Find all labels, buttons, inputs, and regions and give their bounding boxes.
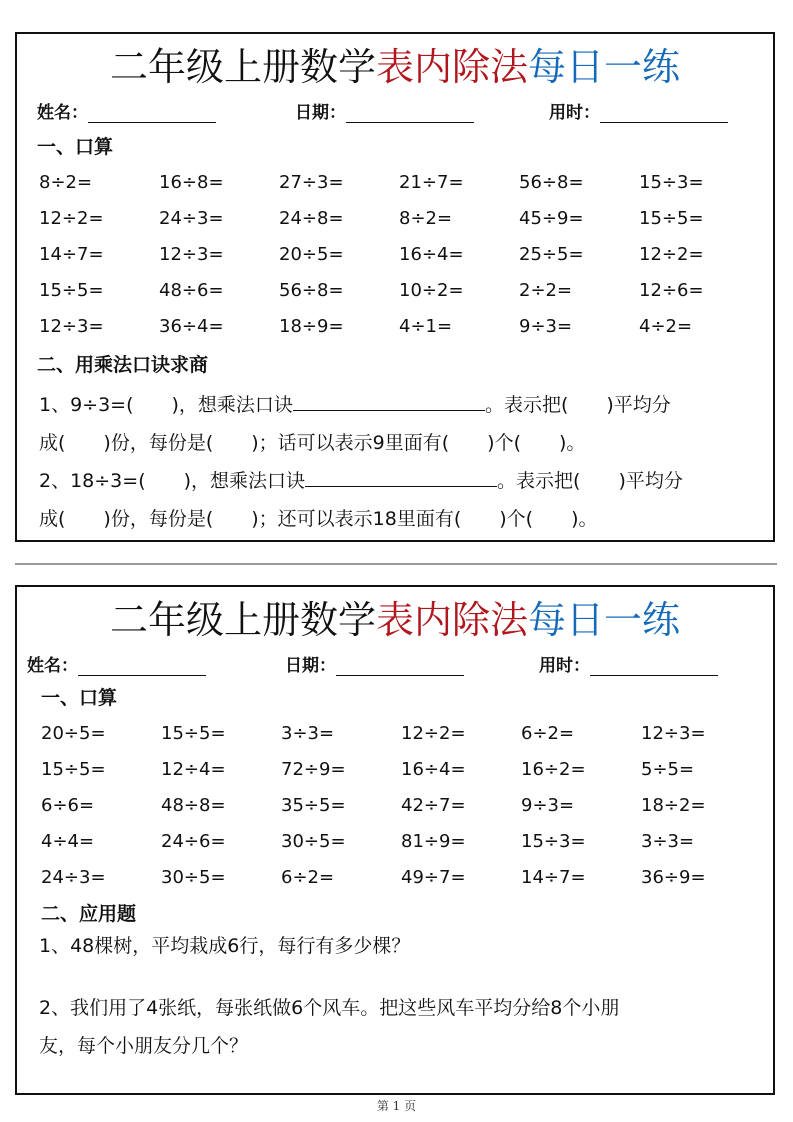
name-field[interactable] [27,651,206,676]
title-part-grade: 二年级上册数学 [109,45,376,89]
division-problem[interactable]: 12÷3= [159,244,224,265]
problem-row [39,208,773,244]
division-problem[interactable]: 36÷4= [159,316,224,337]
question-1 [39,386,759,462]
division-problem[interactable]: 12÷2= [39,208,104,229]
division-problem[interactable]: 18÷9= [279,316,344,337]
division-problem[interactable]: 15÷5= [639,208,704,229]
division-problem[interactable]: 15÷5= [39,280,104,301]
section-1-title: 一、口算 [41,687,118,709]
division-problem[interactable]: 6÷2= [521,723,575,744]
problem-row [41,723,773,759]
title-part-topic: 表内除法 [375,598,528,642]
question-1-line-2: 成( )份，每份是( )；话可以表示9里面有( )个( )。 [39,432,586,454]
problem-row [41,831,773,867]
word-problem-2-line-2: 友，每个小朋友分几个？ [39,1035,249,1057]
division-problem[interactable]: 4÷1= [399,316,453,337]
time-blank[interactable] [600,102,728,123]
date-label: 日期： [295,103,346,123]
question-2-line-1 [39,462,759,500]
worksheet-2 [15,585,775,1095]
division-problem[interactable]: 9÷3= [519,316,573,337]
division-problem[interactable]: 24÷3= [41,867,106,888]
division-problem[interactable]: 6÷6= [41,795,95,816]
worksheet-title [17,593,773,647]
word-problem-2-line-1: 2、我们用了4张纸，每张纸做6个风车。把这些风车平均分给8个小朋 [39,997,620,1019]
division-problem[interactable]: 56÷8= [519,172,584,193]
title-part-daily: 每日一练 [528,45,681,89]
problem-row [41,759,773,795]
division-problem[interactable]: 15÷5= [41,759,106,780]
problem-row [41,867,773,903]
section-1-title: 一、口算 [37,136,114,158]
division-problem[interactable]: 16÷4= [401,759,466,780]
division-problem[interactable]: 12÷2= [639,244,704,265]
mental-math-grid [39,172,773,352]
section-2-title: 二、应用题 [41,903,137,925]
division-problem[interactable]: 10÷2= [399,280,464,301]
problem-row [39,316,773,352]
problem-row [39,280,773,316]
question-2-line-2: 成( )份，每份是( )；还可以表示18里面有( )个( )。 [39,508,598,530]
time-field[interactable] [549,98,728,123]
time-blank[interactable] [590,655,718,676]
division-problem[interactable]: 18÷2= [641,795,706,816]
division-problem[interactable]: 36÷9= [641,867,706,888]
division-problem[interactable]: 3÷3= [281,723,335,744]
division-problem[interactable]: 49÷7= [401,867,466,888]
division-problem[interactable]: 16÷2= [521,759,586,780]
division-problem[interactable]: 3÷3= [641,831,695,852]
division-problem[interactable]: 24÷6= [161,831,226,852]
division-problem[interactable]: 2÷2= [519,280,573,301]
worksheet-1 [15,32,775,542]
name-label: 姓名： [27,656,78,676]
division-problem[interactable]: 30÷5= [281,831,346,852]
date-blank[interactable] [336,655,464,676]
division-problem[interactable]: 12÷2= [401,723,466,744]
division-problem[interactable]: 72÷9= [281,759,346,780]
question-1-text-b: 。表示把( )平均分 [484,394,671,416]
division-problem[interactable]: 48÷6= [159,280,224,301]
division-problem[interactable]: 4÷4= [41,831,95,852]
time-field[interactable] [539,651,718,676]
division-problem[interactable]: 6÷2= [281,867,335,888]
division-problem[interactable]: 15÷5= [161,723,226,744]
date-field[interactable] [295,98,474,123]
date-label: 日期： [285,656,336,676]
question-2 [39,462,759,538]
division-problem[interactable]: 56÷8= [279,280,344,301]
division-problem[interactable]: 5÷5= [641,759,695,780]
division-problem[interactable]: 24÷8= [279,208,344,229]
division-problem[interactable]: 45÷9= [519,208,584,229]
mental-math-grid [41,723,773,903]
division-problem[interactable]: 25÷5= [519,244,584,265]
word-problem-2 [39,989,759,1065]
division-problem[interactable]: 27÷3= [279,172,344,193]
division-problem[interactable]: 8÷2= [39,172,93,193]
division-problem[interactable]: 35÷5= [281,795,346,816]
answer-blank[interactable] [293,390,485,411]
division-problem[interactable]: 30÷5= [161,867,226,888]
division-problem[interactable]: 21÷7= [399,172,464,193]
division-problem[interactable]: 12÷3= [641,723,706,744]
question-2-text-a: 2、18÷3=( )，想乘法口诀 [39,470,306,492]
title-part-grade: 二年级上册数学 [109,598,376,642]
division-problem[interactable]: 20÷5= [279,244,344,265]
word-problem-1-text: 1、48棵树，平均栽成6行，每行有多少棵？ [39,935,411,957]
division-problem[interactable]: 14÷7= [39,244,104,265]
problem-row [39,244,773,280]
page-footer: 第 1 页 [376,1099,417,1113]
division-problem[interactable]: 12÷3= [39,316,104,337]
division-problem[interactable]: 14÷7= [521,867,586,888]
division-problem[interactable]: 15÷3= [639,172,704,193]
date-blank[interactable] [346,102,474,123]
division-problem[interactable]: 4÷2= [639,316,693,337]
division-problem[interactable]: 16÷4= [399,244,464,265]
time-label: 用时： [539,656,590,676]
division-problem[interactable]: 42÷7= [401,795,466,816]
division-problem[interactable]: 12÷6= [639,280,704,301]
date-field[interactable] [285,651,464,676]
division-problem[interactable]: 24÷3= [159,208,224,229]
division-problem[interactable]: 12÷4= [161,759,226,780]
time-label: 用时： [549,103,600,123]
division-problem[interactable]: 9÷3= [521,795,575,816]
title-part-daily: 每日一练 [528,598,681,642]
question-1-line-1 [39,386,759,424]
division-problem[interactable]: 16÷8= [159,172,224,193]
division-problem[interactable]: 48÷8= [161,795,226,816]
problem-row [39,172,773,208]
question-1-text-a: 1、9÷3=( )，想乘法口诀 [39,394,293,416]
division-problem[interactable]: 15÷3= [521,831,586,852]
question-2-text-b: 。表示把( )平均分 [497,470,683,492]
divider [15,563,777,565]
problem-row [41,795,773,831]
info-row [27,651,753,677]
section-2-title: 二、用乘法口诀求商 [37,354,209,376]
answer-blank[interactable] [305,466,497,487]
name-blank[interactable] [78,655,206,676]
division-problem[interactable]: 8÷2= [399,208,453,229]
info-row [37,98,753,124]
division-problem[interactable]: 20÷5= [41,723,106,744]
division-problem[interactable]: 81÷9= [401,831,466,852]
word-problem-1 [39,927,759,965]
name-field[interactable] [37,98,216,123]
worksheet-title [17,40,773,94]
name-blank[interactable] [88,102,216,123]
title-part-topic: 表内除法 [375,45,528,89]
name-label: 姓名： [37,103,88,123]
